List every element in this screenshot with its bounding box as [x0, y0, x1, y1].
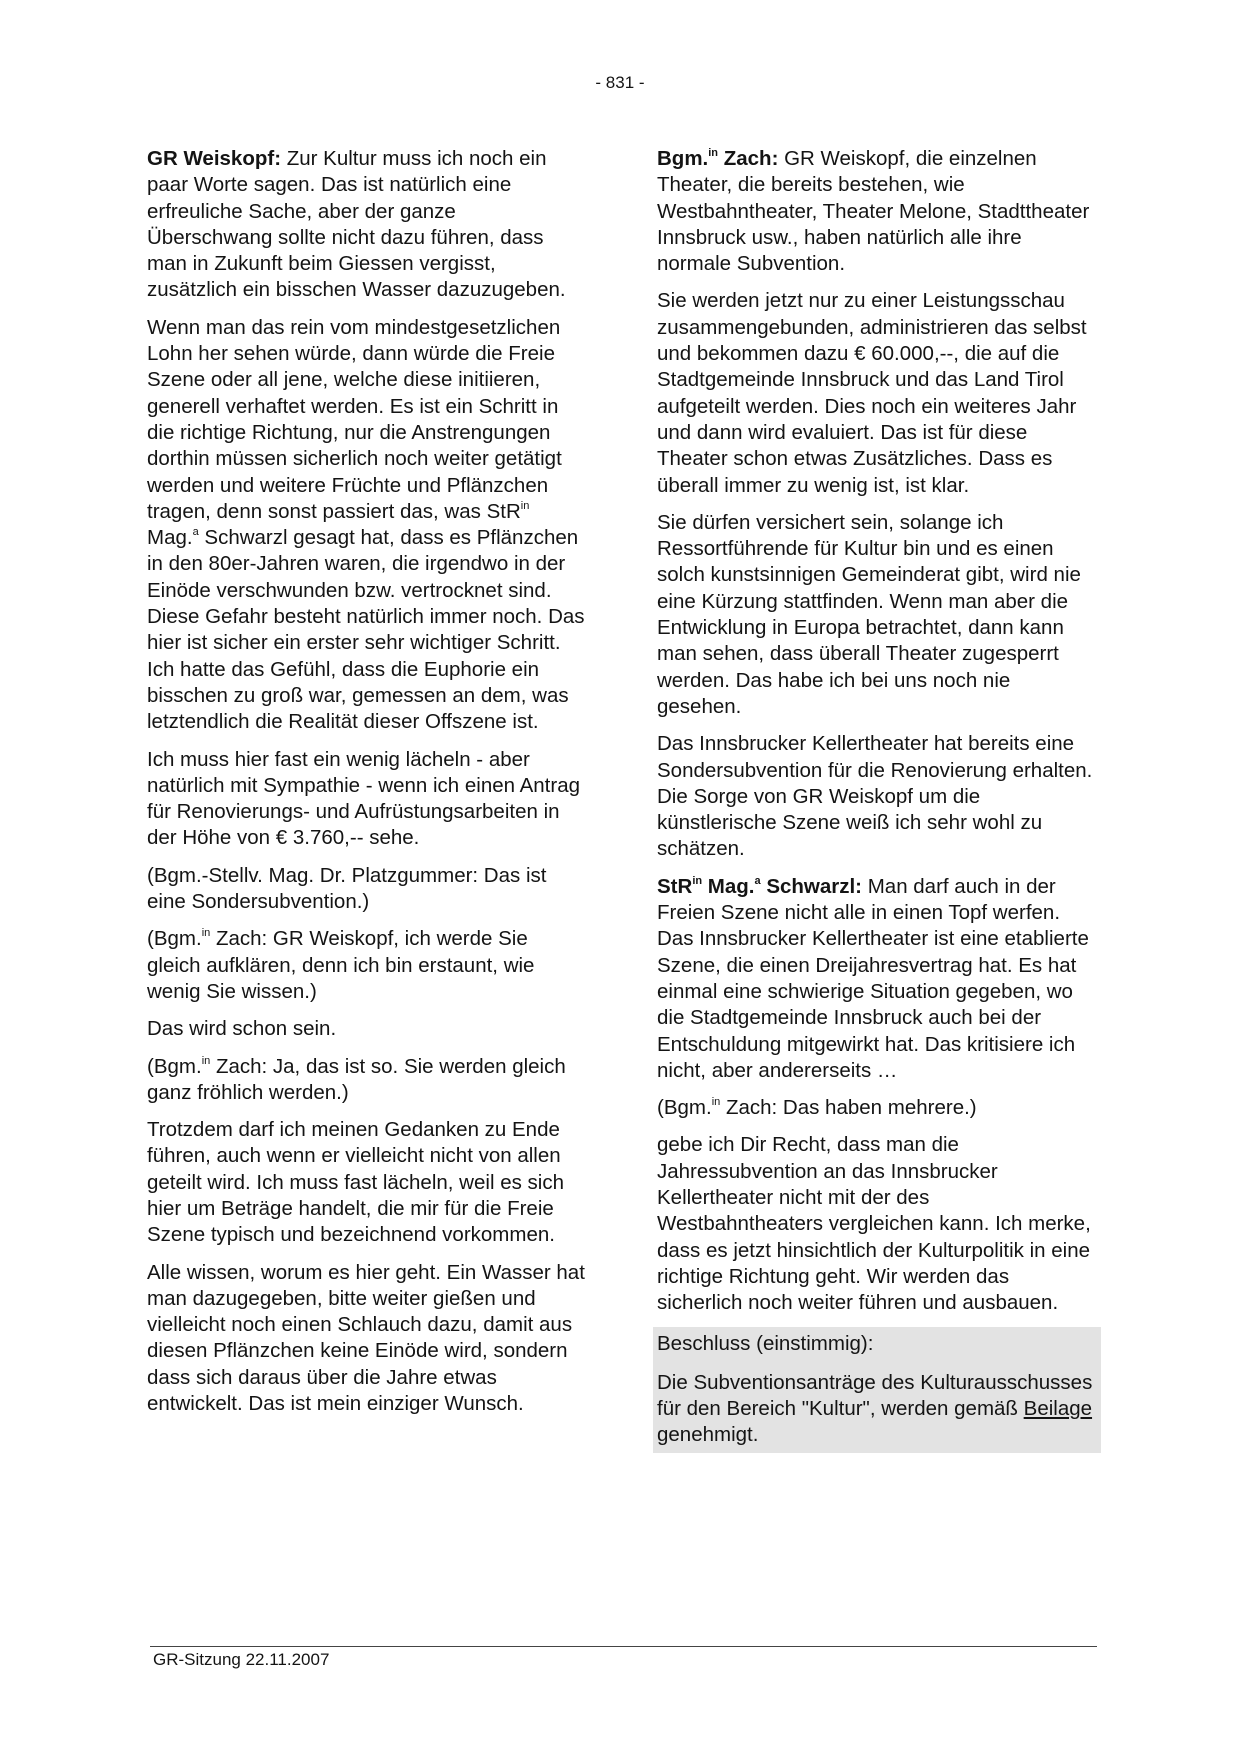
paragraph: gebe ich Dir Recht, dass man die Jahressubvention an das Innsbrucker Kellertheater nicht mit der des Westbahntheaters vergleichen kann. Ich merke, dass es jetzt hinsichtlich der Kulturpolitik in eine richtige Richtung geht. Wir werden das sicherlich noch weiter führen und ausbauen. — [657, 1133, 1091, 1315]
resolution-text: Die Subventionsanträge des Kulturausschusses für den Bereich "Kultur", werden gemäß Beilage genehmigt. — [657, 1370, 1093, 1447]
left-column — [147, 146, 585, 1428]
speaker-name: GR Weiskopf: — [147, 147, 282, 170]
paragraph: StR$^{in}$ Mag.$^a$ Schwarzl: Man darf auch in der Freien Szene nicht alle in einen Topf werfen. Das Innsbrucker Kellertheater ist eine etablierte Szene, die einen Dreijahresvertrag hat. Es hat einmal eine schwierige Situation gegeben, wo die Stadtgemeinde Innsbruck auch bei der Entschuldung mitgewirkt hat. Das kritisiere ich nicht, aber andererseits … — [657, 874, 1089, 1082]
resolution-heading: Beschluss (einstimmig): — [657, 1332, 874, 1356]
interjection: (Bgm.$^{in}$ Zach: GR Weiskopf, ich werde Sie gleich aufklären, denn ich bin erstaunt, wie wenig Sie wissen.) — [147, 927, 535, 1003]
paragraph: Das Innsbrucker Kellertheater hat bereits eine Sondersubvention für die Renovierung erhalten. Die Sorge von GR Weiskopf um die künstlerische Szene weiß ich sehr wohl zu schätzen. — [657, 732, 1093, 861]
paragraph: Bgm.$^{in}$ Zach: GR Weiskopf, die einzelnen Theater, die bereits bestehen, wie Westbahntheater, Theater Melone, Stadttheater Innsbruck usw., haben natürlich alle ihre normale Subvention. — [657, 147, 1090, 276]
resolution-box — [653, 1327, 1101, 1452]
interjection: (Bgm.$^{in}$ Zach: Ja, das ist so. Sie werden gleich ganz fröhlich werden.) — [147, 1054, 566, 1104]
paragraph: Alle wissen, worum es hier geht. Ein Wasser hat man dazugegeben, bitte weiter gießen und vielleicht noch einen Schlauch dazu, damit aus diesen Pflänzchen keine Einöde wird, sondern dass sich daraus über die Jahre etwas entwickelt. Das ist mein einziger Wunsch. — [147, 1260, 585, 1416]
paragraph: Trotzdem darf ich meinen Gedanken zu Ende führen, auch wenn er vielleicht nicht von allen geteilt wird. Ich muss fast lächeln, weil es sich hier um Beträge handelt, die mir für die Freie Szene typisch und bezeichnend vorkommen. — [147, 1118, 564, 1247]
speaker-name: Bgm.$^{in}$ Zach: — [657, 147, 779, 170]
footer-session-date: GR-Sitzung 22.11.2007 — [153, 1650, 330, 1669]
paragraph: Ich muss hier fast ein wenig lächeln - aber natürlich mit Sympathie - wenn ich einen Antrag für Renovierungs- und Aufrüstungsarbeiten in der Höhe von € 3.760,-- sehe. — [147, 747, 581, 850]
paragraph: Sie werden jetzt nur zu einer Leistungsschau zusammengebunden, administrieren das selbst und bekommen dazu € 60.000,--, die auf die Stadtgemeinde Innsbruck und das Land Tirol aufgeteilt werden. Dies noch ein weiteres Jahr und dann wird evaluiert. Das ist für diese Theater schon etwas Zusätzliches. Dass es überall immer zu wenig ist, ist klar. — [657, 289, 1087, 497]
paragraph: GR Weiskopf: Zur Kultur muss ich noch ein paar Worte sagen. Das ist natürlich eine erfreuliche Sache, aber der ganze Überschwang sollte nicht dazu führen, dass man in Zukunft beim Giessen vergisst, zusätzlich ein bisschen Wasser dazuzugeben. — [147, 147, 566, 302]
interjection: (Bgm.-Stellv. Mag. Dr. Platzgummer: Das ist eine Sondersubvention.) — [147, 863, 547, 914]
page-number: - 831 - — [595, 73, 645, 92]
interjection: (Bgm.$^{in}$ Zach: Das haben mehrere.) — [657, 1096, 977, 1120]
paragraph: Wenn man das rein vom mindestgesetzlichen Lohn her sehen würde, dann würde die Freie Szene oder all jene, welche diese initiieren, generell verhaftet werden. Es ist ein Schritt in die richtige Richtung, nur die Anstrengungen dorthin müssen sicherlich noch weiter getätigt werden und weitere Früchte und Pflänzchen tragen, denn sonst passiert das, was StR$^{in}$ Mag.$^a$ Schwarzl gesagt hat, dass es Pflänzchen in den 80er-Jahren waren, die irgendwo in der Einöde verschwunden bzw. vertrocknet sind. Diese Gefahr besteht natürlich immer noch. Das hier ist sicher ein erster sehr wichtiger Schritt. Ich hatte das Gefühl, dass die Euphorie ein bisschen zu groß war, gemessen an dem, was letztendlich die Realität dieser Offszene ist. — [147, 315, 585, 734]
right-column — [657, 146, 1097, 1453]
footer-divider — [150, 1646, 1097, 1647]
beilage-link[interactable]: Beilage — [1023, 1397, 1093, 1421]
paragraph: Das wird schon sein. — [147, 1017, 337, 1041]
paragraph: Sie dürfen versichert sein, solange ich Ressortführende für Kultur bin und es einen solch kunstsinnigen Gemeinderat gibt, wird nie eine Kürzung stattfinden. Wenn man aber die Entwicklung in Europa betrachtet, dann kann man sehen, dass überall Theater zugesperrt werden. Das habe ich bei uns noch nie gesehen. — [657, 510, 1081, 718]
speaker-name: StR$^{in}$ Mag.$^a$ Schwarzl: — [657, 874, 863, 898]
